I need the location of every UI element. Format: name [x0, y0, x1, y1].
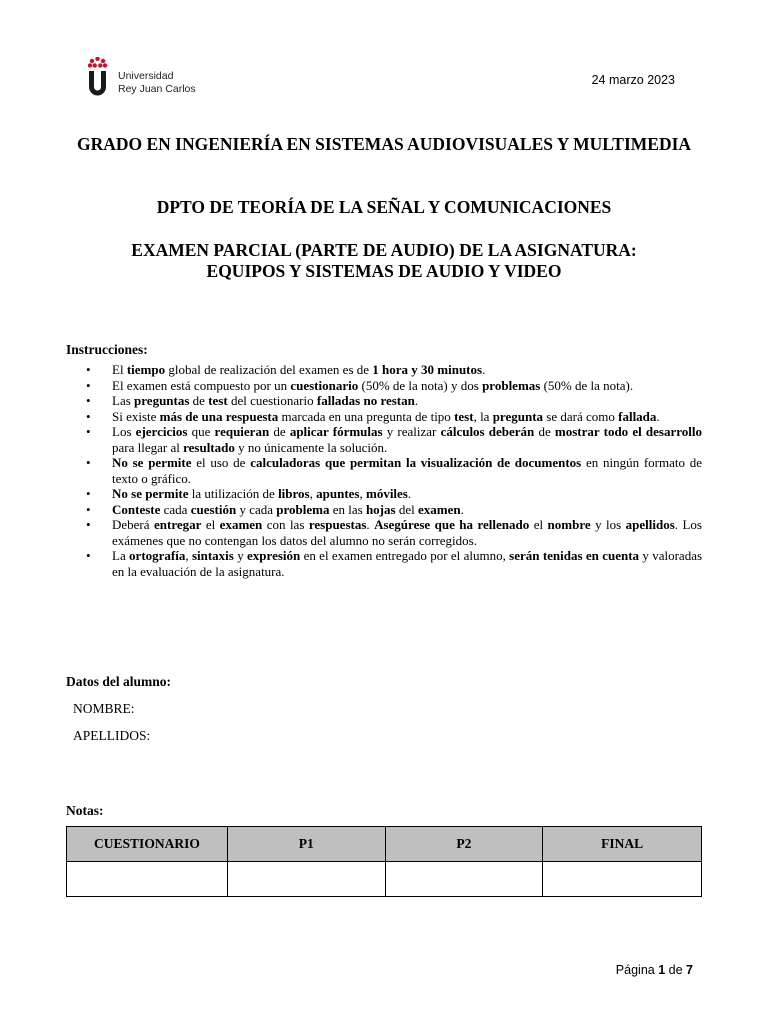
instruction-item	[66, 548, 702, 579]
instruction-emphasis: aplicar fórmulas	[289, 424, 383, 439]
instruction-text: .	[414, 393, 419, 408]
instruction-text: Las	[112, 393, 135, 408]
instruction-text: El examen está compuesto por un	[112, 377, 291, 393]
instruction-text: y valoradas en la evaluación de la asignatura.	[112, 548, 703, 579]
instruction-text: el	[529, 517, 548, 532]
page-word: Página	[615, 963, 655, 977]
instruction-emphasis: preguntas	[134, 393, 190, 408]
logo-crown-icon	[88, 57, 107, 68]
grade-cell-questionnaire[interactable]	[67, 862, 228, 897]
instruction-emphasis: examen	[417, 501, 461, 517]
instruction-emphasis: requieran	[214, 424, 270, 439]
instruction-text: del	[395, 501, 418, 517]
instructions-label: Instrucciones:	[66, 342, 148, 357]
instruction-emphasis: pregunta	[492, 408, 544, 424]
instruction-text: ,	[309, 486, 317, 501]
instruction-text: el	[201, 517, 220, 532]
university-name-line1: Universidad	[118, 70, 174, 82]
instruction-text: . Los exámenes que no contengan los datos del alumno no serán corregidos.	[112, 517, 702, 548]
instruction-emphasis: problema	[276, 501, 330, 517]
instruction-text: La	[112, 548, 130, 563]
grade-cell-p1[interactable]	[227, 862, 385, 897]
instruction-item	[66, 486, 702, 502]
instruction-item	[66, 393, 702, 409]
name-field-label: NOMBRE:	[73, 701, 135, 716]
instruction-emphasis: problemas	[482, 377, 541, 393]
instruction-item	[66, 378, 702, 394]
instruction-text: y	[233, 548, 248, 563]
grades-label: Notas:	[66, 803, 104, 818]
instruction-emphasis: cuestión	[190, 501, 237, 517]
instruction-emphasis: apellidos	[625, 517, 675, 532]
instruction-emphasis: test	[454, 408, 474, 424]
instruction-item	[66, 517, 702, 548]
instruction-emphasis: examen	[219, 517, 263, 532]
instruction-item	[66, 362, 702, 378]
instruction-item	[66, 424, 702, 455]
instruction-emphasis: más de una respuesta	[159, 408, 279, 424]
instruction-emphasis: móviles	[365, 486, 408, 501]
instruction-emphasis: ortografía	[129, 548, 186, 563]
instruction-emphasis: nombre	[547, 517, 591, 532]
instruction-emphasis: mostrar todo el desarrollo	[554, 424, 702, 439]
instruction-text: .	[366, 517, 375, 532]
instruction-emphasis: falladas no restan	[316, 393, 415, 408]
grades-col-questionnaire: CUESTIONARIO	[67, 827, 228, 862]
instruction-text: , la	[473, 408, 493, 424]
grades-col-final: FINAL	[543, 827, 702, 862]
instruction-emphasis: serán tenidas en cuenta	[509, 548, 640, 563]
instruction-text: y cada	[236, 501, 277, 517]
instruction-emphasis: 1 hora y 30 minutos	[372, 362, 483, 377]
instruction-item	[66, 502, 702, 518]
instruction-emphasis: tiempo	[126, 362, 166, 377]
instruction-text: ,	[185, 548, 192, 563]
grades-header-row	[67, 827, 702, 862]
grades-table	[66, 826, 702, 897]
grade-cell-p2[interactable]	[385, 862, 543, 897]
instruction-text: y no únicamente la solución.	[234, 439, 388, 455]
grades-col-p1: P1	[227, 827, 385, 862]
instruction-emphasis: ejercicios	[135, 424, 188, 439]
instruction-emphasis: Asegúrese que ha rellenado	[374, 517, 530, 532]
instruction-text: Deberá	[112, 517, 154, 532]
instruction-text: Si existe	[112, 408, 160, 424]
grades-value-row	[67, 862, 702, 897]
instruction-text: el uso de	[191, 455, 251, 470]
exam-date: 24 marzo 2023	[591, 73, 675, 87]
instruction-emphasis: resultado	[183, 439, 235, 455]
instruction-emphasis: cálculos deberán	[440, 424, 535, 439]
total-pages: 7	[686, 963, 693, 977]
instruction-text: con las	[262, 517, 309, 532]
instruction-emphasis: No se permite	[112, 455, 192, 470]
instruction-text: se dará como	[543, 408, 619, 424]
instruction-item	[66, 409, 702, 425]
instruction-text: .	[482, 362, 486, 377]
instruction-text: de	[189, 393, 209, 408]
exam-title-line1: EXAMEN PARCIAL (PARTE DE AUDIO) DE LA ASIGNATURA:	[131, 240, 637, 260]
instruction-text: en las	[329, 501, 366, 517]
current-page: 1	[658, 963, 666, 977]
instruction-text: El	[112, 362, 127, 377]
instruction-emphasis: libros	[278, 486, 310, 501]
university-name-line2: Rey Juan Carlos	[118, 83, 196, 95]
instruction-text: (50% de la nota).	[540, 377, 634, 393]
instruction-emphasis: sintaxis	[191, 548, 234, 563]
grade-cell-final[interactable]	[543, 862, 702, 897]
instruction-emphasis: calculadoras que permitan la visualización de documentos	[250, 455, 582, 470]
instruction-emphasis: No se permite	[112, 486, 189, 501]
page-number	[560, 963, 693, 977]
logo-u-icon	[89, 71, 106, 96]
instruction-emphasis: hojas	[365, 501, 396, 517]
instruction-emphasis: cuestionario	[290, 377, 359, 393]
instruction-emphasis: Conteste	[112, 501, 161, 517]
instruction-text: en ningún formato de texto o gráfico.	[112, 455, 703, 486]
instruction-emphasis: test	[208, 393, 228, 408]
university-name	[118, 70, 196, 96]
instruction-text: Los	[112, 424, 136, 439]
instruction-text: .	[656, 408, 660, 424]
instruction-emphasis: apuntes	[316, 486, 360, 501]
instruction-text: en el examen entregado por el alumno,	[300, 548, 510, 563]
instruction-text: .	[460, 501, 464, 517]
surname-field-label: APELLIDOS:	[73, 728, 151, 743]
instruction-text: marcada en una pregunta de tipo	[278, 408, 455, 424]
instruction-text: de	[269, 424, 290, 439]
instruction-text: y realizar	[382, 424, 441, 439]
instruction-text: ,	[359, 486, 366, 501]
instruction-text: y los	[590, 517, 626, 532]
instruction-text: global de realización del examen es de	[165, 362, 373, 377]
instruction-emphasis: fallada	[618, 408, 657, 424]
instruction-emphasis: entregar	[153, 517, 202, 532]
instruction-text: para llegar al	[112, 439, 184, 455]
instruction-text: (50% de la nota) y dos	[358, 377, 483, 393]
grades-col-p2: P2	[385, 827, 543, 862]
instruction-text: de	[534, 424, 555, 439]
degree-title: GRADO EN INGENIERÍA EN SISTEMAS AUDIOVISUALES Y MULTIMEDIA	[76, 134, 692, 154]
student-data-label: Datos del alumno:	[66, 674, 172, 689]
instruction-text: .	[407, 486, 412, 501]
of-word: de	[668, 963, 683, 977]
instruction-text: del cuestionario	[227, 393, 317, 408]
instructions-list	[66, 362, 702, 579]
instruction-emphasis: respuestas	[308, 517, 367, 532]
instruction-emphasis: expresión	[247, 548, 301, 563]
instruction-text: la utilización de	[188, 486, 279, 501]
instruction-text: que	[187, 424, 215, 439]
instruction-item	[66, 455, 702, 486]
exam-title-line2: EQUIPOS Y SISTEMAS DE AUDIO Y VIDEO	[206, 261, 562, 281]
instruction-text: cada	[160, 501, 191, 517]
department-title: DPTO DE TEORÍA DE LA SEÑAL Y COMUNICACIONES	[156, 197, 612, 217]
